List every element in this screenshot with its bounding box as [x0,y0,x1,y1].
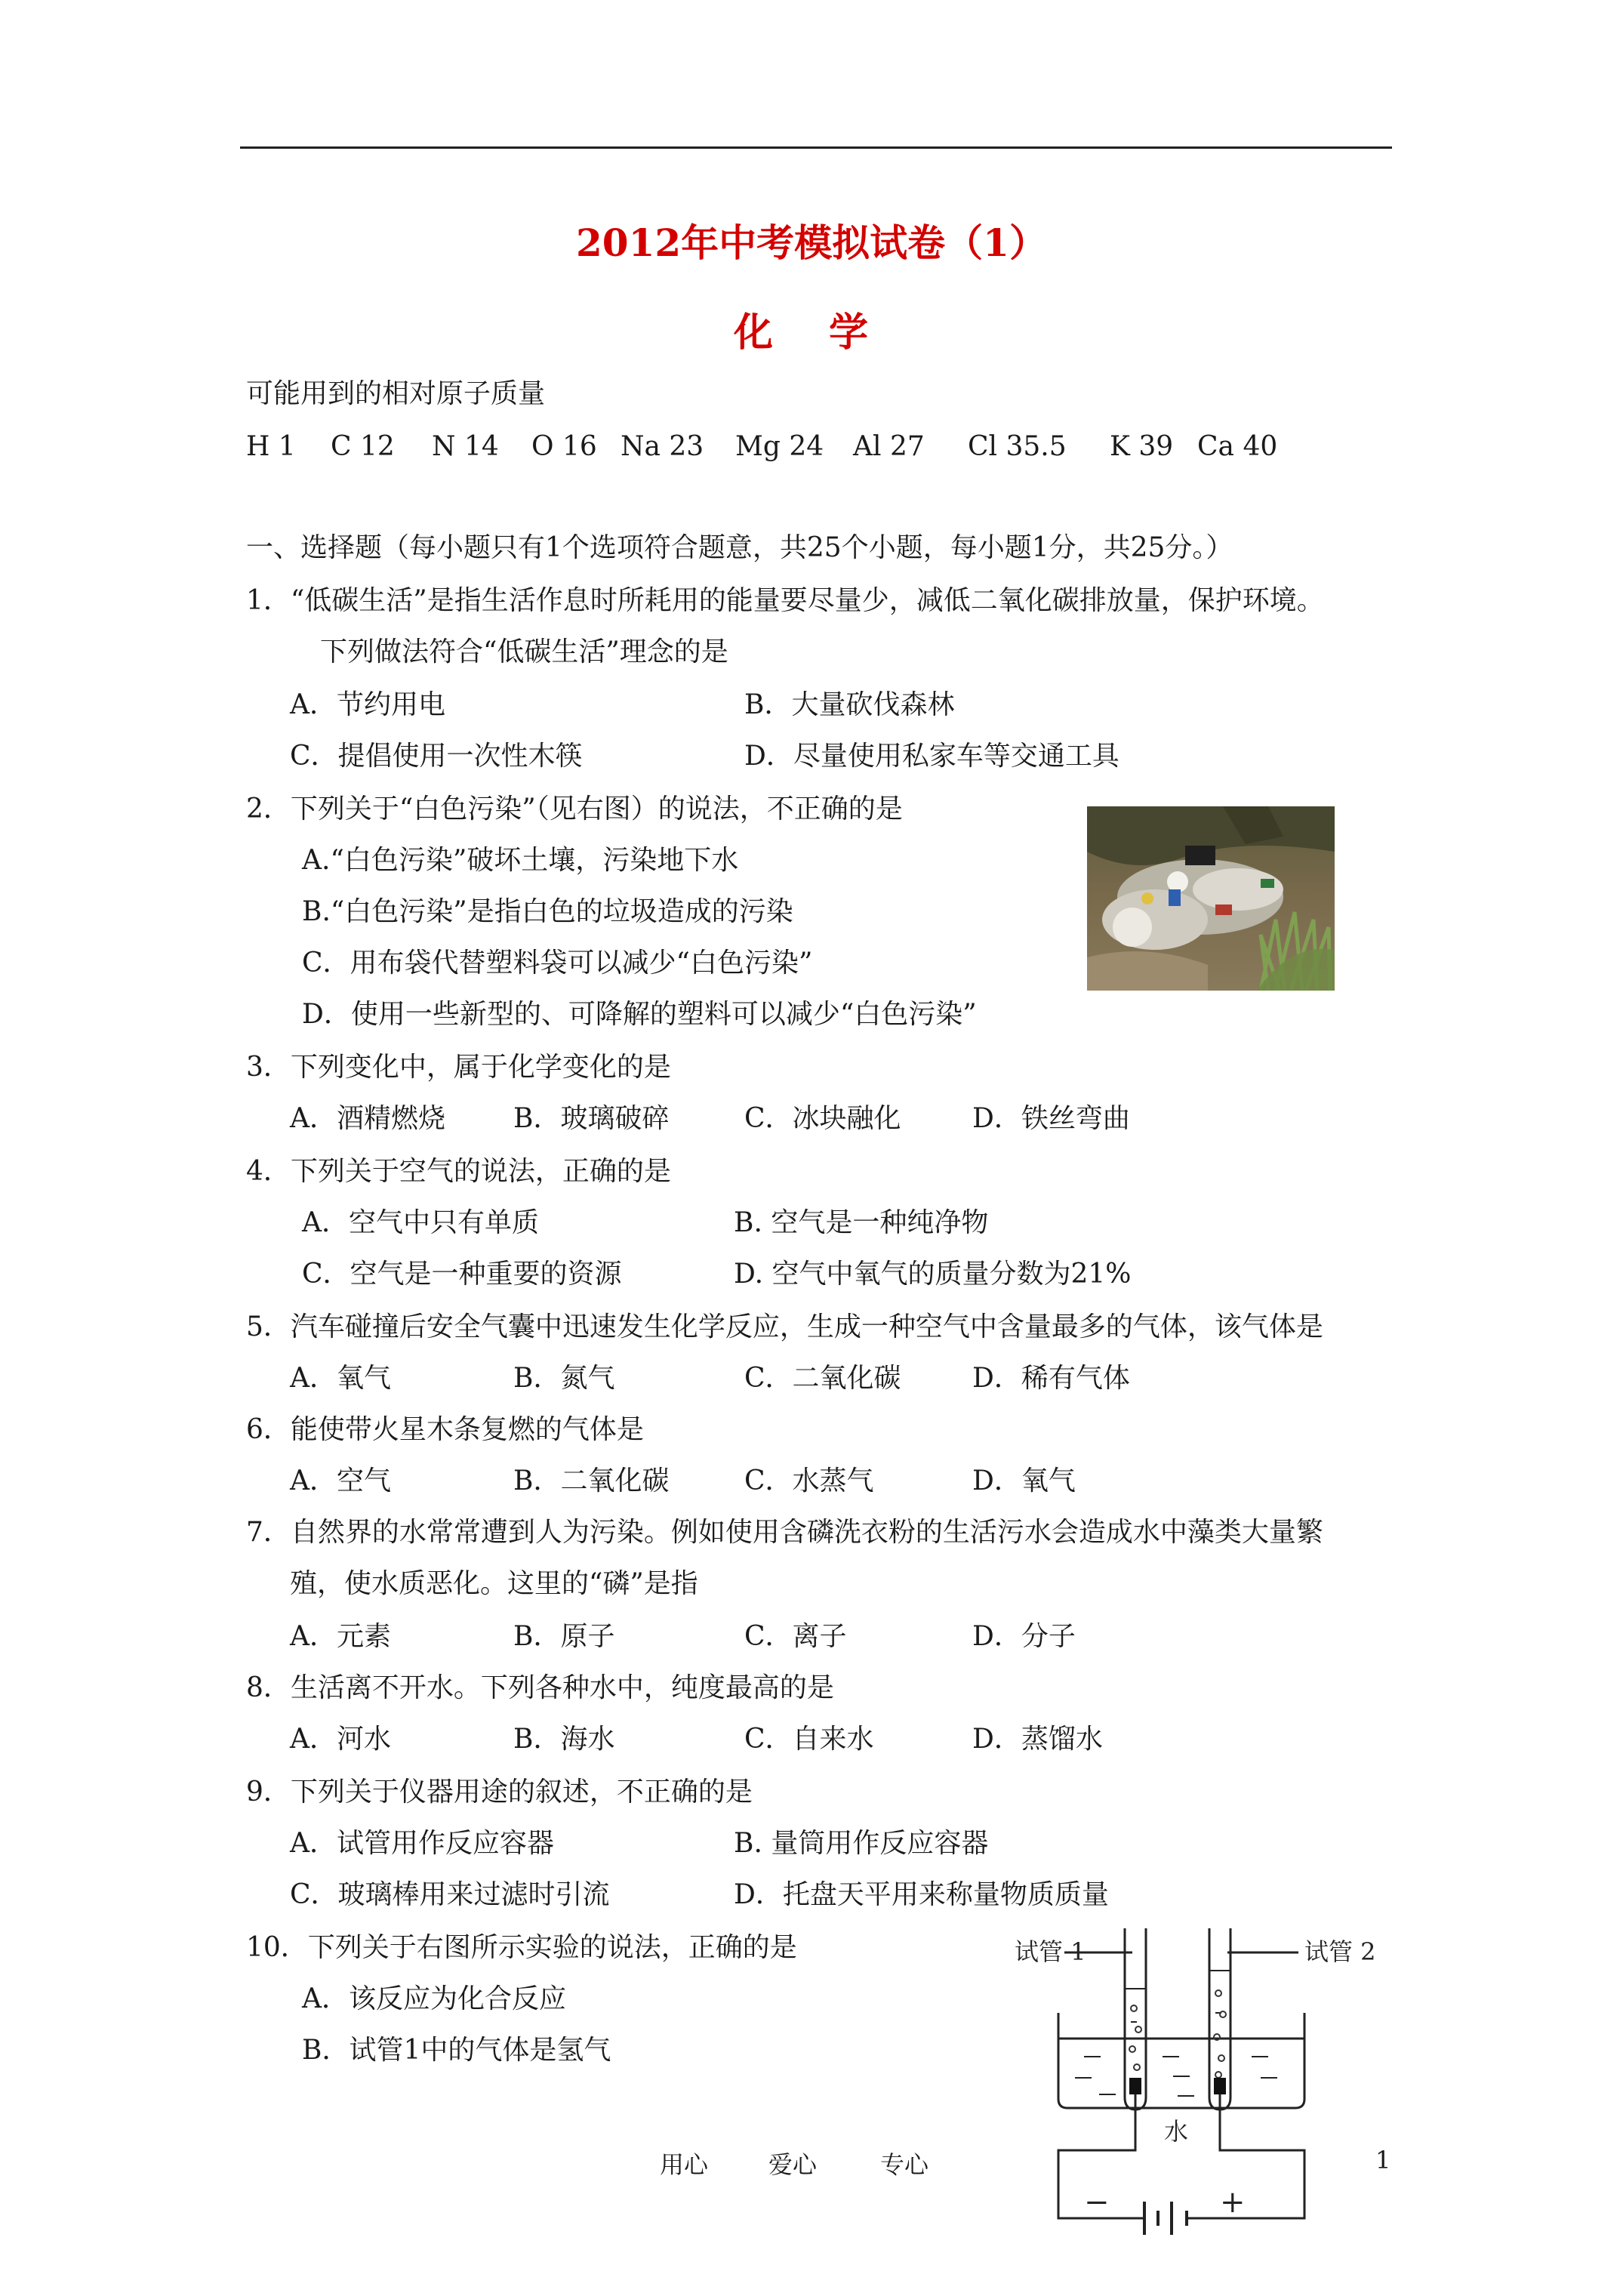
question-7-option-a[interactable]: A．元素 [290,1621,391,1652]
question-10-option-b[interactable]: B．试管1中的气体是氢气 [302,2035,611,2066]
footer-word-2: 爱心 [768,2150,818,2179]
question-2-option-a[interactable]: A.“白色污染”破坏土壤，污染地下水 [302,845,739,876]
question-3-option-a[interactable]: A．酒精燃烧 [290,1103,445,1134]
question-8-option-c[interactable]: C．自来水 [744,1724,874,1755]
question-9-stem: 9．下列关于仪器用途的叙述，不正确的是 [246,1777,753,1808]
question-6-option-c[interactable]: C．水蒸气 [744,1465,874,1496]
question-4-option-b[interactable]: B. 空气是一种纯净物 [734,1207,989,1238]
question-7-option-d[interactable]: D．分子 [972,1621,1076,1652]
question-2-option-c[interactable]: C．用布袋代替塑料袋可以减少“白色污染” [302,948,813,978]
question-1-option-b[interactable]: B．大量砍伐森林 [744,689,955,720]
atomic-mass-na: Na 23 [621,431,704,462]
question-6-stem: 6．能使带火星木条复燃的气体是 [246,1414,644,1445]
atomic-mass-c: C 12 [331,431,395,462]
question-4-option-c[interactable]: C．空气是一种重要的资源 [302,1259,622,1290]
white-pollution-photo [1087,806,1335,991]
atomic-mass-mg: Mg 24 [735,431,824,462]
footer-word-3: 专心 [880,2150,929,2179]
question-2-option-d[interactable]: D．使用一些新型的、可降解的塑料可以减少“白色污染” [302,999,977,1030]
electrolysis-diagram [1012,1924,1404,2241]
question-5-option-c[interactable]: C．二氧化碳 [744,1363,901,1394]
page-number: 1 [1375,2146,1391,2174]
subject-title: 化 学 [733,310,890,356]
atomic-mass-al: Al 27 [853,431,925,462]
question-6-option-d[interactable]: D．氧气 [972,1465,1076,1496]
battery-plus-label: + [1220,2185,1246,2220]
question-7-option-b[interactable]: B．原子 [513,1621,615,1652]
exam-title: 2012年中考模拟试卷（1） [576,220,1047,265]
question-3-stem: 3．下列变化中，属于化学变化的是 [246,1052,671,1083]
question-6-option-b[interactable]: B．二氧化碳 [513,1465,670,1496]
tube-2-label: 试管 2 [1304,1937,1376,1966]
question-8-option-a[interactable]: A．河水 [290,1724,391,1755]
question-2-stem: 2．下列关于“白色污染”（见右图）的说法，不正确的是 [246,794,903,824]
question-7-stem-2: 殖，使水质恶化。这里的“磷”是指 [290,1568,698,1599]
atomic-mass-k: K 39 [1110,431,1174,462]
tube-1-label: 试管 1 [1015,1937,1086,1966]
atomic-mass-o: O 16 [531,431,597,462]
question-9-option-d[interactable]: D．托盘天平用来称量物质质量 [734,1879,1109,1910]
header-rule [240,146,1392,149]
battery-minus-label: − [1084,2185,1110,2220]
question-9-option-c[interactable]: C．玻璃棒用来过滤时引流 [290,1879,610,1910]
question-1-stem-2: 下列做法符合“低碳生活”理念的是 [320,636,728,667]
atomic-mass-ca: Ca 40 [1197,431,1278,462]
question-8-stem: 8．生活离不开水。下列各种水中，纯度最高的是 [246,1672,834,1703]
question-10-stem: 10．下列关于右图所示实验的说法，正确的是 [246,1932,797,1963]
question-6-option-a[interactable]: A．空气 [290,1465,391,1496]
question-5-option-a[interactable]: A．氧气 [290,1363,391,1394]
question-7-option-c[interactable]: C．离子 [744,1621,847,1652]
atomic-mass-h: H 1 [246,431,296,462]
question-7-stem: 7．自然界的水常常遭到人为污染。例如使用含磷洗衣粉的生活污水会造成水中藻类大量繁 [246,1517,1323,1548]
atomic-mass-cl: Cl 35.5 [968,431,1067,462]
footer-word-1: 用心 [660,2150,709,2179]
question-1-stem: 1．“低碳生活”是指生活作息时所耗用的能量要尽量少，减低二氧化碳排放量，保护环境。 [246,585,1324,616]
question-3-option-d[interactable]: D．铁丝弯曲 [972,1103,1130,1134]
question-3-option-b[interactable]: B．玻璃破碎 [513,1103,670,1134]
section-heading: 一、选择题（每小题只有1个选项符合题意，共25个小题，每小题1分，共25分。） [246,532,1233,563]
question-8-option-b[interactable]: B．海水 [513,1724,615,1755]
question-8-option-d[interactable]: D．蒸馏水 [972,1724,1103,1755]
question-2-option-b[interactable]: B.“白色污染”是指白色的垃圾造成的污染 [302,896,793,927]
question-9-option-a[interactable]: A．试管用作反应容器 [290,1828,554,1859]
atomic-mass-n: N 14 [432,431,499,462]
question-1-option-d[interactable]: D．尽量使用私家车等交通工具 [744,741,1119,772]
water-label: 水 [1164,2117,1189,2146]
question-1-option-a[interactable]: A．节约用电 [290,689,445,720]
question-1-option-c[interactable]: C．提倡使用一次性木筷 [290,741,583,772]
question-10-option-a[interactable]: A．该反应为化合反应 [302,1983,566,2014]
question-5-option-d[interactable]: D．稀有气体 [972,1363,1130,1394]
atomic-mass-label: 可能用到的相对原子质量 [246,378,546,409]
question-4-option-d[interactable]: D. 空气中氧气的质量分数为21% [734,1259,1132,1290]
question-4-stem: 4．下列关于空气的说法，正确的是 [246,1156,671,1187]
question-5-option-b[interactable]: B．氮气 [513,1363,615,1394]
question-9-option-b[interactable]: B. 量筒用作反应容器 [734,1828,989,1859]
question-4-option-a[interactable]: A．空气中只有单质 [302,1207,539,1238]
question-3-option-c[interactable]: C．冰块融化 [744,1103,901,1134]
question-5-stem: 5．汽车碰撞后安全气囊中迅速发生化学反应，生成一种空气中含量最多的气体，该气体是 [246,1311,1323,1342]
